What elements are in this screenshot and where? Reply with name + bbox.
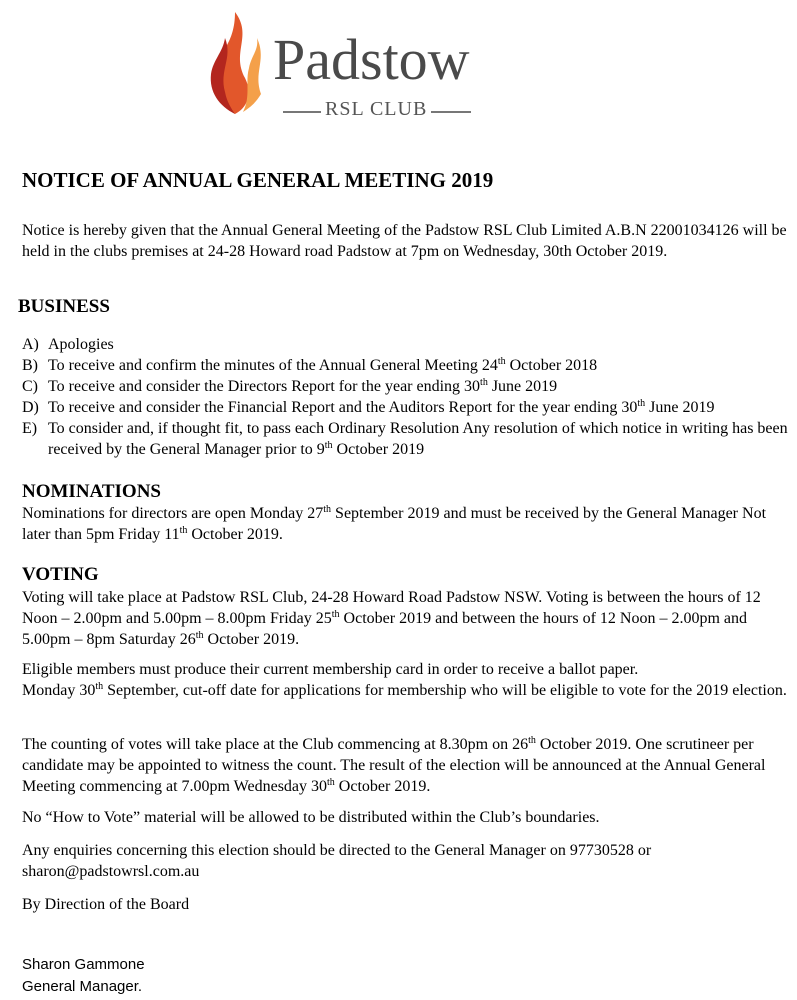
intro-paragraph: Notice is hereby given that the Annual General Meeting of the Padstow RSL Club Limited A.B.N 22001034126 will be held in the clubs premises at 24-28 Howard road Padstow at 7pm on Wednesday, 30th October 2019. [22,222,787,260]
list-item: B) To receive and confirm the minutes of the Annual General Meeting 24th October 2018 [22,356,598,374]
business-heading: BUSINESS [18,296,110,317]
eligibility-paragraph: Eligible members must produce their current membership card in order to receive a ballot paper. Monday 30th September, cut-off date for applications for membership who will be eligible to vote for the 2019 election. [22,661,787,699]
direction-line: By Direction of the Board [22,896,190,913]
logo-subtitle: RSL CLUB [325,98,428,120]
logo-divider-right [431,111,471,113]
list-item: C) To receive and consider the Directors Report for the year ending 30th June 2019 [22,377,558,395]
page-title: NOTICE OF ANNUAL GENERAL MEETING 2019 [22,168,494,192]
voting-heading: VOTING [22,564,99,585]
logo-wordmark: Padstow [273,27,470,92]
club-logo [205,8,495,128]
how-to-vote-paragraph: No “How to Vote” material will be allowed to be distributed within the Club’s boundaries. [22,809,600,826]
counting-paragraph: The counting of votes will take place at the Club commencing at 8.30pm on 26th October 2019. One scrutineer per candidate may be appointed to witness the count. The result of the election will be announced at the Annual General Meeting commencing at 7.00pm Wednesday 30th October 2019. [22,735,766,795]
business-list [22,334,794,460]
list-item: A) Apologies [22,336,114,353]
list-item: E) To consider and, if thought fit, to pass each Ordinary Resolution Any resolution of which notice in writing has been received by the General Manager prior to 9th October 2019 [22,420,788,458]
signatory-role: General Manager. [22,978,143,995]
flame-logo-icon [205,8,275,118]
signatory-name: Sharon Gammone [22,956,145,973]
list-item: D) To receive and consider the Financial Report and the Auditors Report for the year ending 30th June 2019 [22,398,715,416]
enquiries-paragraph: Any enquiries concerning this election should be directed to the General Manager on 97730528 or sharon@padstowrsl.com.au [22,842,652,880]
nominations-heading: NOMINATIONS [22,481,161,502]
nominations-paragraph: Nominations for directors are open Monday 27th September 2019 and must be received by the General Manager Not later than 5pm Friday 11th October 2019. [22,504,767,543]
voting-paragraph: Voting will take place at Padstow RSL Club, 24-28 Howard Road Padstow NSW. Voting is between the hours of 12 Noon – 2.00pm and 5.00pm – 8.00pm Friday 25th October 2019 and between the hours of 12 Noon – 2.00pm and 5.00pm – 8pm Saturday 26th October 2019. [22,589,761,648]
logo-divider-left [283,111,321,113]
